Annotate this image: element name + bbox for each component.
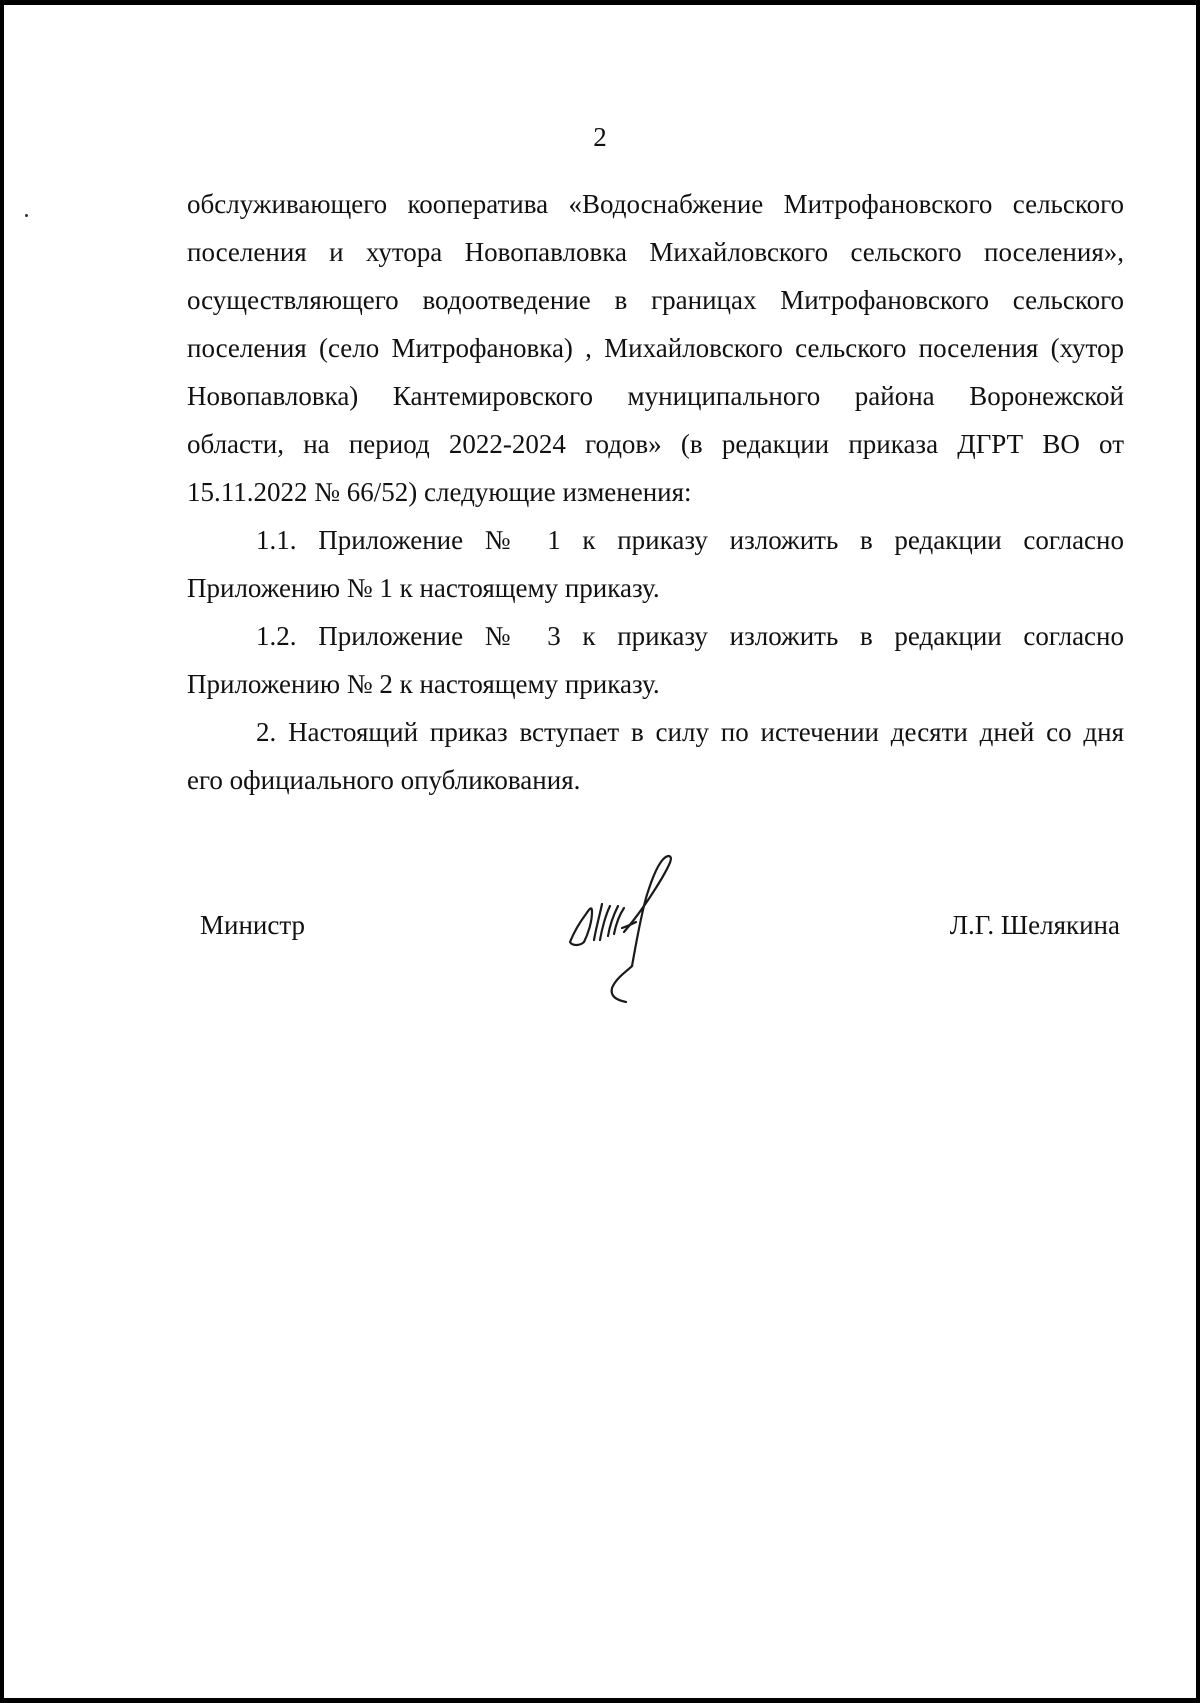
scan-border-right: [1196, 0, 1200, 1703]
text-line: поселения (село Митрофановка) , Михайловского сельского поселения (хутор: [187, 333, 1124, 363]
text-line: осуществляющего водоотведение в границах Митрофановского сельского: [187, 285, 1124, 315]
page-number: 2: [593, 122, 607, 152]
scan-border-bottom: [0, 1698, 1200, 1703]
document-body: [187, 180, 1124, 804]
handwritten-signature-icon: [566, 848, 726, 1008]
scan-border-left: [0, 0, 4, 1703]
scan-border-top: [0, 0, 1200, 5]
text-line: 1.1. Приложение № 1 к приказу изложить в редакции согласно: [256, 525, 1124, 555]
text-line: 1.2. Приложение № 3 к приказу изложить в редакции согласно: [256, 621, 1124, 651]
text-line: его официального опубликования.: [187, 765, 581, 795]
text-line: обслуживающего кооператива «Водоснабжение Митрофановского сельского: [187, 189, 1124, 219]
text-line: 2. Настоящий приказ вступает в силу по истечении десяти дней со дня: [256, 717, 1124, 747]
item-1-1: [187, 516, 1124, 612]
text-line: Новопавловка) Кантемировского муниципального района Воронежской: [187, 381, 1124, 411]
item-2: [187, 708, 1124, 804]
text-line: поселения и хутора Новопавловка Михайловского сельского поселения»,: [187, 237, 1124, 267]
text-line: Приложению № 2 к настоящему приказу.: [187, 669, 660, 699]
text-line: области, на период 2022-2024 годов» (в редакции приказа ДГРТ ВО от: [187, 429, 1124, 459]
item-1-2: [187, 612, 1124, 708]
signatory-position: Министр: [200, 910, 305, 940]
signatory-name: Л.Г. Шелякина: [949, 910, 1120, 940]
text-line: 15.11.2022 № 66/52) следующие изменения:: [187, 477, 692, 507]
text-line: Приложению № 1 к настоящему приказу.: [187, 573, 660, 603]
paragraph-intro: [187, 180, 1124, 516]
scan-speck: [25, 214, 28, 217]
